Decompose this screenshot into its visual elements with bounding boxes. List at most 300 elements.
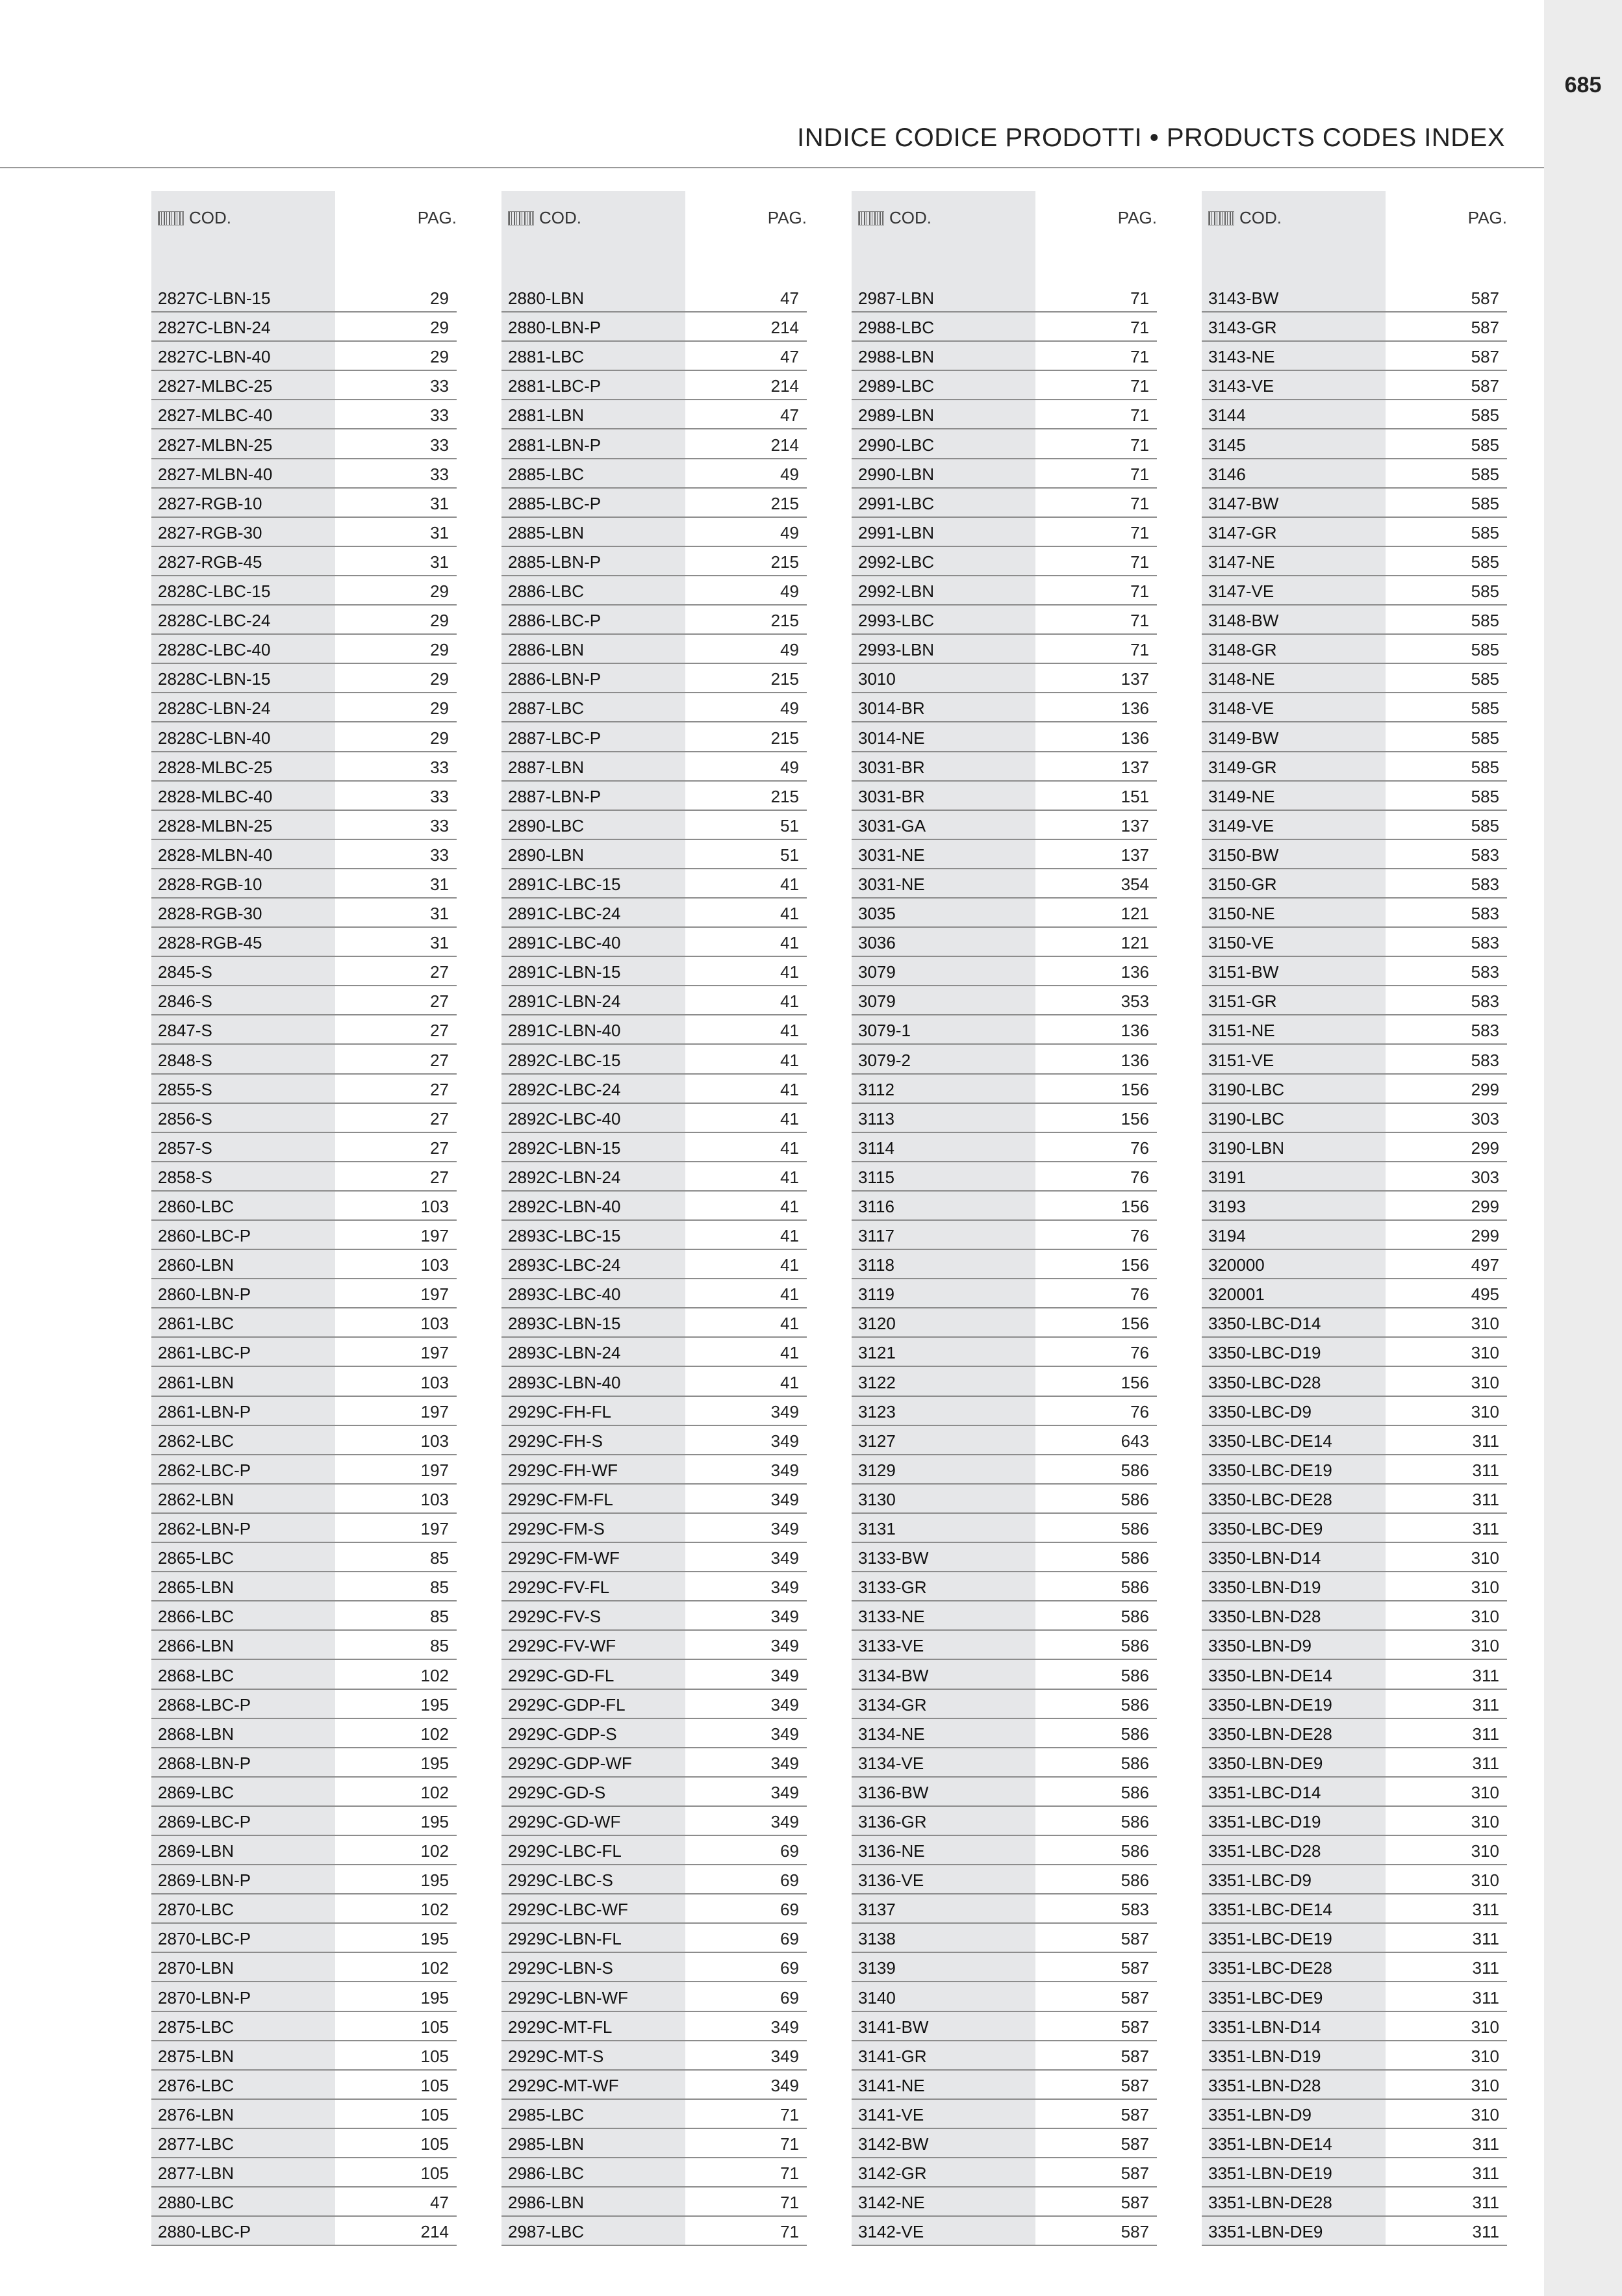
page-ref: 586: [1121, 1870, 1149, 1891]
table-row: [1202, 899, 1507, 928]
table-row: [151, 811, 457, 840]
page-ref: 71: [1130, 581, 1149, 602]
table-row: [501, 1397, 807, 1426]
table-row: [1202, 2158, 1507, 2188]
table-row: [852, 2071, 1157, 2100]
product-code: 2866-LBN: [158, 1636, 234, 1656]
product-code: 3149-NE: [1208, 786, 1275, 806]
product-code: 3136-GR: [858, 1811, 927, 1831]
table-row: [852, 342, 1157, 371]
product-code: 3035: [858, 904, 896, 924]
table-row: [151, 1924, 457, 1953]
table-row: [501, 1221, 807, 1250]
table-row: [852, 1485, 1157, 1514]
table-row: [1202, 1397, 1507, 1426]
page-ref: 215: [770, 611, 799, 631]
page-ref: 311: [1472, 1929, 1499, 1949]
table-row: [501, 1982, 807, 2011]
table-row: [501, 1308, 807, 1338]
page-ref: 195: [420, 1987, 449, 2008]
product-code: 2861-LBN-P: [158, 1401, 251, 1422]
product-code: 3079-1: [858, 1021, 911, 1041]
product-code: 3133-GR: [858, 1577, 927, 1598]
product-code: 3150-VE: [1208, 933, 1274, 953]
side-strip: [1544, 0, 1622, 2296]
table-row: [852, 1572, 1157, 1601]
table-row: [501, 576, 807, 606]
product-code: 3351-LBC-DE9: [1208, 1987, 1323, 2008]
page-ref: 585: [1471, 786, 1499, 806]
table-row: [852, 1250, 1157, 1279]
product-code: 3351-LBN-DE9: [1208, 2222, 1323, 2242]
table-row: [151, 313, 457, 342]
page-ref: 585: [1471, 640, 1499, 660]
table-row: [852, 2188, 1157, 2217]
page-ref: 197: [420, 1401, 449, 1422]
page-ref: 51: [780, 815, 799, 835]
page-ref: 583: [1471, 962, 1499, 982]
table-row: [1202, 2129, 1507, 2158]
page-ref: 586: [1121, 1753, 1149, 1773]
cod-header: [151, 208, 231, 228]
table-row: [151, 1953, 457, 1982]
page-ref: 310: [1471, 1577, 1499, 1598]
page-ref: 583: [1471, 904, 1499, 924]
page-ref: 33: [430, 376, 449, 396]
product-code: 3142-GR: [858, 2163, 927, 2184]
page-ref: 311: [1472, 2163, 1499, 2184]
page-ref: 41: [780, 933, 799, 953]
page-ref: 71: [780, 2163, 799, 2184]
page-ref: 586: [1121, 1841, 1149, 1861]
table-row: [1202, 1690, 1507, 1719]
page-ref: 583: [1471, 991, 1499, 1012]
product-code: 2929C-MT-WF: [508, 2075, 619, 2095]
product-code: 3351-LBN-D28: [1208, 2075, 1321, 2095]
table-row: [1202, 1133, 1507, 1162]
page-ref: 71: [1130, 435, 1149, 455]
page-ref: 31: [430, 904, 449, 924]
table-row: [1202, 693, 1507, 722]
page-ref: 349: [770, 1811, 799, 1831]
table-row: [501, 1367, 807, 1396]
product-code: 3190-LBC: [1208, 1079, 1285, 1099]
product-code: 3143-BW: [1208, 288, 1279, 309]
page-ref: 311: [1472, 1431, 1499, 1451]
product-code: 2860-LBC: [158, 1197, 234, 1216]
page-ref: 41: [780, 991, 799, 1012]
product-code: 2993-LBC: [858, 611, 935, 631]
table-row: [501, 547, 807, 576]
table-row: [501, 283, 807, 313]
product-code: 2870-LBN-P: [158, 1987, 251, 2008]
product-code: 2885-LBN: [508, 522, 585, 542]
product-code: 3147-BW: [1208, 493, 1279, 513]
product-code: 3194: [1208, 1226, 1246, 1246]
table-row: [151, 1221, 457, 1250]
product-code: 2929C-GD-FL: [508, 1665, 615, 1685]
page-ref: 41: [780, 1372, 799, 1392]
table-row: [1202, 1660, 1507, 1689]
table-row: [151, 664, 457, 693]
page-ref: 76: [1130, 1343, 1149, 1363]
product-code: 2876-LBN: [158, 2104, 234, 2124]
page-ref: 585: [1471, 728, 1499, 748]
table-row: [151, 2041, 457, 2071]
table-row: [501, 606, 807, 635]
product-code: 3150-BW: [1208, 845, 1279, 865]
product-code: 3134-NE: [858, 1724, 925, 1744]
page-ref: 105: [420, 2104, 449, 2124]
product-code: 3115: [858, 1167, 894, 1187]
product-code: 2990-LBN: [858, 464, 935, 484]
product-code: 2892C-LBC-15: [508, 1050, 621, 1070]
page-ref: 583: [1471, 1050, 1499, 1070]
column-header: [151, 191, 457, 283]
page-ref: 47: [430, 2193, 449, 2213]
table-row: [151, 400, 457, 429]
product-code: 2886-LBC: [508, 581, 585, 602]
cod-label: COD.: [189, 208, 231, 227]
cod-header: [1202, 208, 1282, 228]
page-ref: 585: [1471, 464, 1499, 484]
page-ref: 27: [430, 1050, 449, 1070]
product-code: 2893C-LBN-24: [508, 1343, 621, 1363]
page-ref: 156: [1121, 1314, 1149, 1334]
table-row: [1202, 928, 1507, 957]
page-ref: 27: [430, 1021, 449, 1041]
product-code: 2827-RGB-45: [158, 552, 262, 572]
table-row: [151, 1660, 457, 1689]
product-code: 2985-LBN: [508, 2134, 585, 2154]
table-row: [1202, 1221, 1507, 1250]
table-row: [151, 1308, 457, 1338]
pag-label: PAG.: [417, 208, 457, 227]
table-row: [852, 2129, 1157, 2158]
product-code: 2891C-LBN-24: [508, 991, 621, 1012]
page-ref: 102: [420, 1724, 449, 1744]
table-row: [852, 1631, 1157, 1660]
product-code: 3134-BW: [858, 1665, 929, 1685]
product-code: 2929C-FV-FL: [508, 1577, 610, 1598]
page-ref: 156: [1121, 1255, 1149, 1275]
product-code: 3031-NE: [858, 874, 925, 894]
product-code: 2893C-LBN-40: [508, 1372, 621, 1392]
page-ref: 49: [780, 757, 799, 777]
table-row: [151, 1982, 457, 2011]
page-ref: 137: [1121, 815, 1149, 835]
code-list: [1202, 283, 1507, 2246]
product-code: 3148-GR: [1208, 640, 1277, 660]
product-code: 3148-NE: [1208, 669, 1275, 689]
product-code: 2827C-LBN-15: [158, 288, 271, 309]
product-code: 3147-NE: [1208, 552, 1275, 572]
table-row: [852, 2041, 1157, 2071]
product-code: 3134-VE: [858, 1753, 924, 1773]
table-row: [1202, 459, 1507, 489]
product-code: 2988-LBC: [858, 318, 935, 338]
product-code: 3144: [1208, 405, 1246, 426]
table-row: [852, 1192, 1157, 1221]
page-ref: 85: [430, 1636, 449, 1656]
table-row: [852, 2012, 1157, 2041]
table-row: [852, 1397, 1157, 1426]
page-ref: 495: [1471, 1284, 1499, 1305]
page-ref: 71: [1130, 288, 1149, 309]
table-row: [151, 1426, 457, 1455]
product-code: 2860-LBC-P: [158, 1226, 251, 1246]
product-code: 2929C-LBN-WF: [508, 1987, 628, 2008]
table-row: [852, 2100, 1157, 2129]
product-code: 2827-MLBN-40: [158, 464, 273, 484]
page-ref: 41: [780, 1079, 799, 1099]
table-row: [852, 606, 1157, 635]
page-ref: 71: [1130, 405, 1149, 426]
page-ref: 71: [780, 2222, 799, 2242]
product-code: 3139: [858, 1958, 896, 1978]
table-row: [151, 1455, 457, 1485]
page-ref: 51: [780, 845, 799, 865]
product-code: 2828C-LBC-15: [158, 581, 271, 602]
product-code: 2845-S: [158, 962, 212, 982]
table-row: [852, 1367, 1157, 1396]
page-ref: 310: [1471, 2104, 1499, 2124]
product-code: 3350-LBN-D9: [1208, 1636, 1312, 1656]
product-code: 2855-S: [158, 1079, 212, 1099]
product-code: 2892C-LBN-24: [508, 1167, 621, 1187]
page-ref: 27: [430, 1108, 449, 1129]
page-ref: 586: [1121, 1460, 1149, 1480]
table-row: [852, 1836, 1157, 1865]
product-code: 3114: [858, 1138, 894, 1158]
page-ref: 76: [1130, 1401, 1149, 1422]
product-code: 3127: [858, 1431, 896, 1451]
table-row: [1202, 635, 1507, 664]
product-code: 2869-LBC-P: [158, 1811, 251, 1831]
page-ref: 136: [1121, 728, 1149, 748]
page-ref: 49: [780, 698, 799, 719]
table-row: [151, 518, 457, 547]
page-ref: 197: [420, 1460, 449, 1480]
table-row: [501, 313, 807, 342]
product-code: 2827-MLBC-25: [158, 376, 273, 396]
page-ref: 311: [1472, 2193, 1499, 2213]
page-ref: 349: [770, 1724, 799, 1744]
table-row: [852, 840, 1157, 869]
table-row: [852, 693, 1157, 722]
page-ref: 41: [780, 1138, 799, 1158]
page-ref: 103: [420, 1489, 449, 1509]
table-row: [1202, 547, 1507, 576]
table-row: [1202, 1836, 1507, 1865]
table-row: [1202, 1162, 1507, 1192]
table-row: [1202, 1192, 1507, 1221]
product-code: 3147-GR: [1208, 522, 1277, 542]
page-ref: 156: [1121, 1197, 1149, 1216]
table-row: [501, 752, 807, 782]
product-code: 2868-LBC: [158, 1665, 234, 1685]
page-ref: 195: [420, 1811, 449, 1831]
page-ref: 121: [1121, 933, 1149, 953]
page-ref: 136: [1121, 962, 1149, 982]
page-ref: 587: [1121, 1987, 1149, 2008]
product-code: 2870-LBN: [158, 1958, 234, 1978]
table-row: [151, 1748, 457, 1778]
product-code: 3131: [858, 1519, 896, 1539]
table-row: [1202, 2188, 1507, 2217]
product-code: 2985-LBC: [508, 2104, 585, 2124]
table-row: [501, 2071, 807, 2100]
table-row: [852, 371, 1157, 400]
product-code: 2929C-FV-WF: [508, 1636, 616, 1656]
product-code: 2828-MLBN-25: [158, 815, 273, 835]
table-row: [1202, 1485, 1507, 1514]
table-row: [151, 1807, 457, 1836]
table-row: [501, 899, 807, 928]
product-code: 2828C-LBN-15: [158, 669, 271, 689]
product-code: 3145: [1208, 435, 1246, 455]
page-ref: 214: [420, 2222, 449, 2242]
page-ref: 215: [770, 493, 799, 513]
product-code: 2877-LBC: [158, 2134, 234, 2154]
table-row: [501, 1807, 807, 1836]
page-ref: 197: [420, 1343, 449, 1363]
page-ref: 103: [420, 1255, 449, 1275]
table-row: [852, 1894, 1157, 1924]
page-ref: 311: [1472, 1753, 1499, 1773]
page-ref: 69: [780, 1841, 799, 1861]
product-code: 2891C-LBN-15: [508, 962, 621, 982]
page-ref: 137: [1121, 669, 1149, 689]
table-row: [501, 1572, 807, 1601]
product-code: 3112: [858, 1079, 894, 1099]
page-ref: 47: [780, 288, 799, 309]
table-row: [151, 606, 457, 635]
table-row: [852, 664, 1157, 693]
table-row: [1202, 1367, 1507, 1396]
page-ref: 586: [1121, 1548, 1149, 1568]
page-ref: 586: [1121, 1724, 1149, 1744]
page-ref: 85: [430, 1607, 449, 1627]
product-code: 2929C-FM-WF: [508, 1548, 620, 1568]
product-code: 2868-LBN: [158, 1724, 234, 1744]
page-ref: 31: [430, 933, 449, 953]
product-code: 2828-MLBC-25: [158, 757, 273, 777]
product-code: 3014-BR: [858, 698, 925, 719]
table-row: [151, 1192, 457, 1221]
table-row: [501, 2100, 807, 2129]
table-row: [151, 1485, 457, 1514]
page-ref: 215: [770, 552, 799, 572]
table-row: [501, 518, 807, 547]
product-code: 3350-LBC-D19: [1208, 1343, 1321, 1363]
page-ref: 586: [1121, 1782, 1149, 1802]
page-ref: 299: [1471, 1079, 1499, 1099]
page-ref: 310: [1471, 1841, 1499, 1861]
product-code: 2881-LBN: [508, 405, 585, 426]
product-code: 2929C-GDP-FL: [508, 1694, 626, 1715]
page-ref: 349: [770, 1782, 799, 1802]
table-row: [852, 1982, 1157, 2011]
product-code: 2886-LBN-P: [508, 669, 602, 689]
page-ref: 299: [1471, 1197, 1499, 1216]
product-code: 2827-MLBC-40: [158, 405, 273, 426]
table-row: [1202, 722, 1507, 752]
table-row: [501, 2158, 807, 2188]
product-code: 3137: [858, 1900, 896, 1920]
table-row: [501, 1601, 807, 1631]
product-code: 3350-LBC-DE14: [1208, 1431, 1332, 1451]
page-ref: 33: [430, 815, 449, 835]
table-row: [151, 2188, 457, 2217]
product-code: 2881-LBN-P: [508, 435, 602, 455]
product-code: 2929C-FH-FL: [508, 1401, 611, 1422]
title-divider: [0, 167, 1544, 168]
page-ref: 105: [420, 2046, 449, 2066]
product-code: 2880-LBN-P: [508, 318, 602, 338]
page-ref: 41: [780, 1021, 799, 1041]
table-row: [852, 489, 1157, 518]
table-row: [852, 1807, 1157, 1836]
table-row: [501, 1690, 807, 1719]
table-row: [151, 722, 457, 752]
table-row: [151, 576, 457, 606]
product-code: 3149-BW: [1208, 728, 1279, 748]
table-row: [501, 869, 807, 899]
product-code: 3079: [858, 991, 896, 1012]
product-code: 2858-S: [158, 1167, 212, 1187]
product-code: 2828-RGB-30: [158, 904, 262, 924]
page-ref: 102: [420, 1841, 449, 1861]
table-row: [501, 1104, 807, 1133]
product-code: 320001: [1208, 1284, 1265, 1305]
page-ref: 585: [1471, 435, 1499, 455]
product-code: 2827C-LBN-40: [158, 347, 271, 367]
table-row: [151, 459, 457, 489]
page-ref: 587: [1121, 2193, 1149, 2213]
table-row: [1202, 2041, 1507, 2071]
table-row: [852, 1308, 1157, 1338]
page-ref: 29: [430, 640, 449, 660]
page-ref: 71: [1130, 464, 1149, 484]
page-ref: 71: [1130, 376, 1149, 396]
page-ref: 156: [1121, 1079, 1149, 1099]
page-ref: 587: [1121, 2046, 1149, 2066]
pag-label: PAG.: [1467, 208, 1507, 227]
page-ref: 33: [430, 405, 449, 426]
page-ref: 71: [780, 2134, 799, 2154]
index-column: [501, 191, 807, 2246]
page-ref: 311: [1472, 1460, 1499, 1480]
product-code: 3133-VE: [858, 1636, 924, 1656]
product-code: 2892C-LBN-15: [508, 1138, 621, 1158]
table-row: [1202, 489, 1507, 518]
table-row: [1202, 1015, 1507, 1045]
table-row: [852, 782, 1157, 811]
table-row: [501, 782, 807, 811]
page-ref: 103: [420, 1197, 449, 1216]
product-code: 3190-LBN: [1208, 1138, 1285, 1158]
table-row: [151, 2100, 457, 2129]
page-ref: 349: [770, 1694, 799, 1715]
product-code: 2870-LBC: [158, 1900, 234, 1920]
product-code: 3351-LBN-D14: [1208, 2017, 1321, 2037]
product-code: 3191: [1208, 1167, 1246, 1187]
table-row: [1202, 1543, 1507, 1572]
table-row: [151, 1075, 457, 1104]
page-ref: 41: [780, 1167, 799, 1187]
code-list: [852, 283, 1157, 2246]
